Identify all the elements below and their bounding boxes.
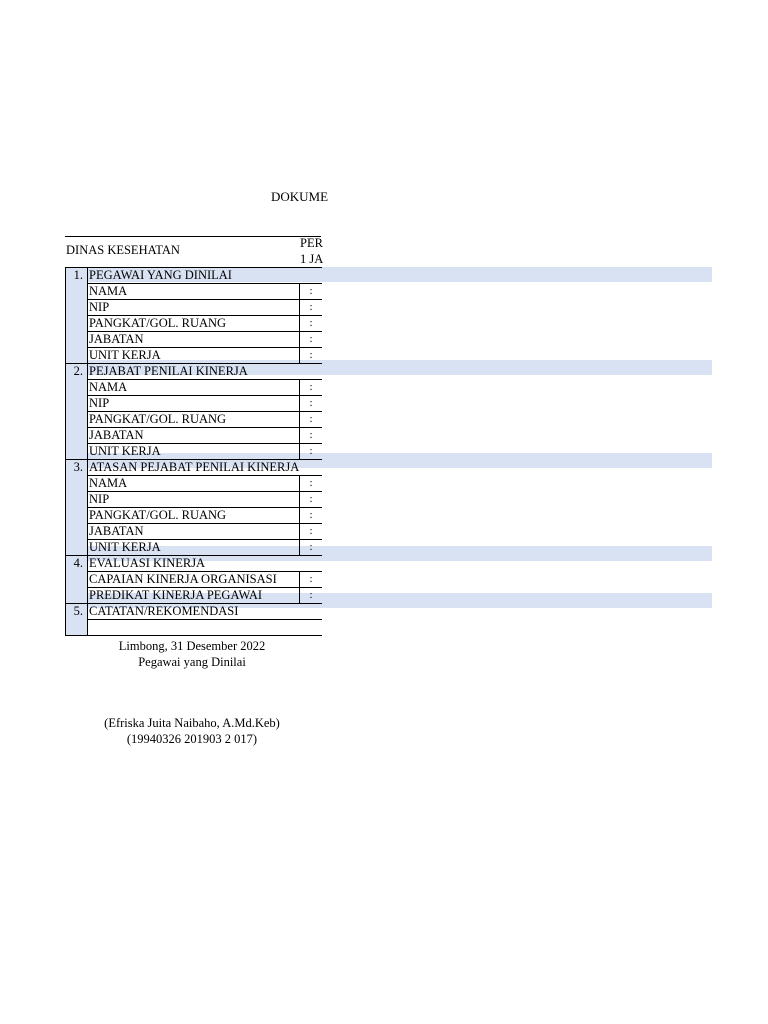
section-number: 5. <box>66 604 88 635</box>
field-row <box>88 315 322 331</box>
field-label: NAMA <box>89 380 128 394</box>
field-colon: : <box>299 428 322 443</box>
signature-place-date: Limbong, 31 Desember 2022 <box>118 639 266 653</box>
section-title: EVALUASI KINERJA <box>89 556 206 570</box>
field-label: NAMA <box>89 284 128 298</box>
field-colon: : <box>299 524 322 539</box>
field-colon: : <box>299 316 322 331</box>
field-label: UNIT KERJA <box>89 444 161 458</box>
section-number: 1. <box>66 268 88 363</box>
field-label: JABATAN <box>89 428 144 442</box>
field-label: JABATAN <box>89 332 144 346</box>
section-title-row <box>88 556 322 571</box>
section-title-row <box>88 268 322 283</box>
field-row <box>88 347 322 363</box>
field-row <box>88 331 322 347</box>
unit-name: DINAS KESEHATAN <box>66 243 180 257</box>
section-title: PEGAWAI YANG DINILAI <box>89 268 232 282</box>
notes-content <box>88 620 322 635</box>
field-label: JABATAN <box>89 524 144 538</box>
field-colon: : <box>299 396 322 411</box>
field-label: PREDIKAT KINERJA PEGAWAI <box>89 588 263 602</box>
field-row <box>88 395 322 411</box>
period-line-1: PER <box>300 236 323 250</box>
signature-role: Pegawai yang Dinilai <box>138 655 246 669</box>
field-colon: : <box>299 444 322 459</box>
field-colon: : <box>299 508 322 523</box>
section-3 <box>66 459 322 555</box>
field-label: UNIT KERJA <box>89 348 161 362</box>
section-title: ATASAN PEJABAT PENILAI KINERJA <box>89 460 300 474</box>
field-label: CAPAIAN KINERJA ORGANISASI <box>89 572 277 586</box>
field-row <box>88 427 322 443</box>
section-5 <box>66 603 322 635</box>
section-title: PEJABAT PENILAI KINERJA <box>89 364 248 378</box>
section-2 <box>66 363 322 459</box>
section-title: CATATAN/REKOMENDASI <box>89 604 239 618</box>
field-label: UNIT KERJA <box>89 540 161 554</box>
section-number: 2. <box>66 364 88 459</box>
field-row <box>88 523 322 539</box>
section-number: 3. <box>66 460 88 555</box>
field-label: NIP <box>89 300 110 314</box>
evaluation-form-table <box>65 267 322 636</box>
field-label: PANGKAT/GOL. RUANG <box>89 412 227 426</box>
field-row <box>88 475 322 491</box>
field-colon: : <box>299 284 322 299</box>
field-row <box>88 299 322 315</box>
signature-name: (Efriska Juita Naibaho, A.Md.Keb) <box>104 716 280 730</box>
section-title-row <box>88 364 322 379</box>
signature-nip: (19940326 201903 2 017) <box>126 732 258 746</box>
field-row <box>88 587 322 603</box>
field-colon: : <box>299 588 322 603</box>
section-title-row <box>88 604 322 619</box>
field-colon: : <box>299 348 322 363</box>
field-row <box>88 283 322 299</box>
field-label: NIP <box>89 396 110 410</box>
section-4 <box>66 555 322 603</box>
field-row <box>88 379 322 395</box>
field-colon: : <box>299 476 322 491</box>
field-colon: : <box>299 380 322 395</box>
notes-row <box>88 619 322 635</box>
document-title: DOKUME <box>271 189 329 204</box>
field-row <box>88 491 322 507</box>
field-label: PANGKAT/GOL. RUANG <box>89 316 227 330</box>
field-row <box>88 507 322 523</box>
field-label: NAMA <box>89 476 128 490</box>
section-1 <box>66 268 322 363</box>
field-colon: : <box>299 332 322 347</box>
field-colon: : <box>299 412 322 427</box>
field-colon: : <box>299 300 322 315</box>
period-line-2: 1 JA <box>300 252 324 266</box>
field-label: PANGKAT/GOL. RUANG <box>89 508 227 522</box>
field-colon: : <box>299 540 322 555</box>
field-row <box>88 539 322 555</box>
section-title-row <box>88 460 322 475</box>
header-rule <box>65 236 321 237</box>
field-colon: : <box>299 572 322 587</box>
field-colon: : <box>299 492 322 507</box>
field-row <box>88 571 322 587</box>
field-label: NIP <box>89 492 110 506</box>
section-number: 4. <box>66 556 88 603</box>
field-row <box>88 443 322 459</box>
field-row <box>88 411 322 427</box>
